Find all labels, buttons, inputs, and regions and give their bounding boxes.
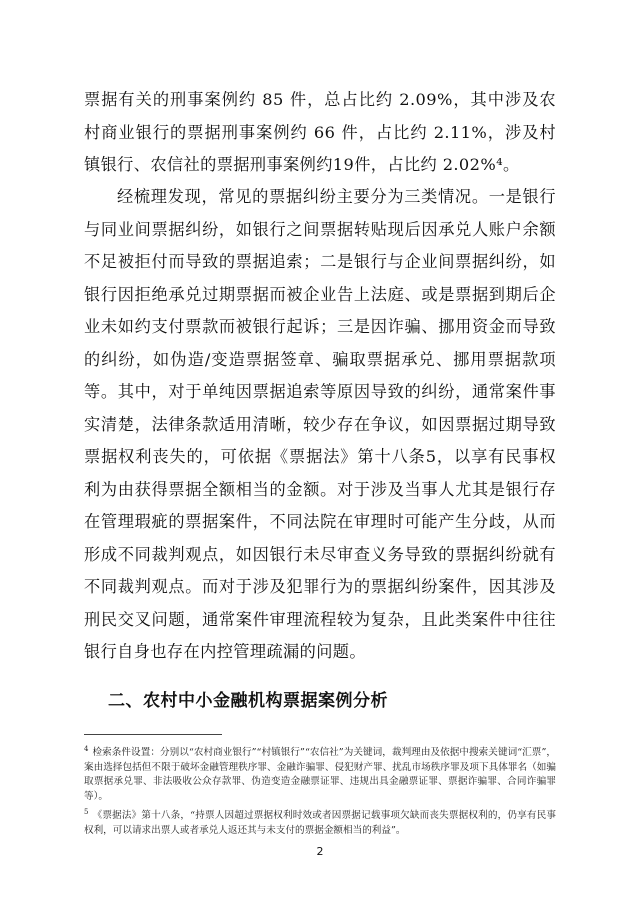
body-paragraph-2	[84, 181, 556, 669]
paragraph-text: 经梳理发现，常见的票据纠纷主要分为三类情况。一是银行与同业间票据纠纷，如银行之间票据转贴现后因承兑人账户余额不足被拒付而导致的票据追索；二是银行与企业间票据纠纷，如银行因拒绝承兑过期票据而被企业告上法庭、或是票据到期后企业未如约支付票款而被银行起诉；三是因诈骗、挪用资金而导致的纠纷，如伪造/变造票据签章、骗取票据承兑、挪用票据款项等。其中，对于单纯因票据追索等原因导致的纠纷，通常案件事实清楚，法律条款适用清晰，较少存在争议，如因票据过期导致票据权利丧失的，可依据《票据法》第十八条5，以享有民事权利为由获得票据全额相当的金额。对于涉及当事人尤其是银行存在管理瑕疵的票据案件，不同法院在审理时可能产生分歧，从而形成不同裁判观点，如因银行未尽审查义务导致的票据纠纷就有不同裁判观点。而对于涉及犯罪行为的票据纠纷案件，因其涉及刑民交叉问题，通常案件审理流程较为复杂，且此类案件中往往银行自身也存在内控管理疏漏的问题。	[84, 187, 556, 661]
footnote-text: 《票据法》第十八条，“持票人因超过票据权利时效或者因票据记载事项欠缺而丧失票据权利的，仍享有民事权利，可以请求出票人或者承兑人返还其与未支付的票据金额相当的利益”。	[84, 810, 556, 836]
footnote-divider	[84, 734, 222, 735]
paragraph-text: 票据有关的刑事案例约 85 件，总占比约 2.09%，其中涉及农村商业银行的票据刑事案例约 66 件，占比约 2.11%，涉及村镇银行、农信社的票据刑事案例约19件，占比约 2.02%⁴。	[84, 90, 556, 174]
section-heading: 二、农村中小金融机构票据案例分析	[108, 691, 388, 711]
footnote-mark: 5	[84, 808, 89, 817]
footnote-5	[84, 805, 556, 838]
footnotes	[84, 742, 556, 839]
footnote-text: 检索条件设置：分别以“农村商业银行”“村镇银行”“农信社”为关键词，裁判理由及依据中搜索关键词“汇票”，案由选择包括但不限于破坏金融管理秩序罪、金融诈骗罪、侵犯财产罪、扰乱市场秩序罪及项下具体罪名（如骗取票据承兑罪、非法吸收公众存款罪、伪造变造金融票证罪、违规出具金融票证罪、票据诈骗罪、合同诈骗罪等）。	[84, 747, 556, 802]
body-paragraph-1	[84, 84, 556, 182]
page-number: 2	[316, 845, 324, 858]
footnote-4	[84, 742, 556, 804]
footnote-mark: 4	[84, 745, 89, 753]
